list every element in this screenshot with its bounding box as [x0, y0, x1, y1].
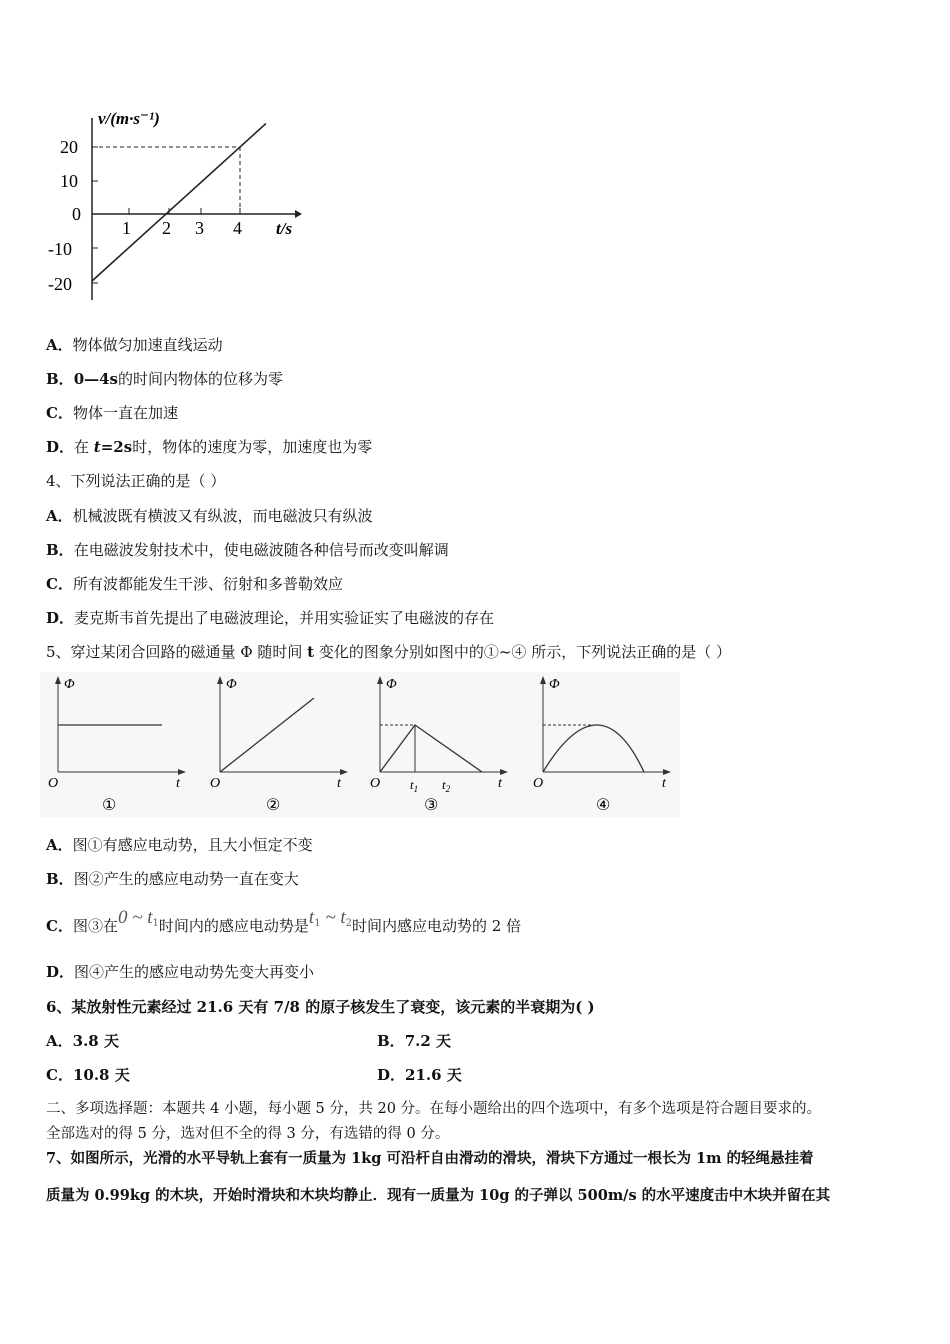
origin-label: O: [533, 776, 544, 791]
q4-stem: 4、下列说法正确的是（ ）: [46, 472, 226, 490]
y-tick-label: 0: [72, 204, 81, 224]
q5-stem: 5、穿过某闭合回路的磁通量 Φ 随时间 t 变化的图象分别如图中的①~④ 所示，下列说法正确的是（ ）: [46, 643, 731, 661]
q4-option-c: C．所有波都能发生干涉、衍射和多普勒效应: [46, 575, 343, 593]
t2-label: $t_2$: [442, 777, 451, 794]
t-label: t: [662, 776, 666, 791]
q3-option-d: D．在 t=2s时，物体的速度为零，加速度也为零: [46, 438, 373, 456]
y-tick-label: 10: [60, 171, 78, 191]
phi-label: Φ: [64, 677, 75, 692]
q4-option-d: D．麦克斯韦首先提出了电磁波理论，并用实验证实了电磁波的存在: [46, 609, 495, 627]
y-tick-label: -10: [48, 239, 72, 259]
q3-option-c: C．物体一直在加速: [46, 404, 178, 422]
caption-2: ②: [266, 797, 281, 814]
q5-option-c: C．图③在0 ~ $t^1$时间内的感应电动势是$t^1$ ~ $t^2$时间内感应电动势的 2 倍: [46, 907, 522, 935]
q5-option-a: A．图①有感应电动势，且大小恒定不变: [46, 836, 313, 854]
q7-line1: 7、如图所示，光滑的水平导轨上套有一质量为 1kg 可沿杆自由滑动的滑块，滑块下方通过一根长为 1m 的轻绳悬挂着: [46, 1150, 814, 1167]
phi-label: Φ: [386, 677, 397, 692]
origin-label: O: [370, 776, 381, 791]
x-axis-label: t/s: [276, 219, 293, 238]
phi-label: Φ: [226, 677, 237, 692]
q5-option-d: D．图④产生的感应电动势先变大再变小: [46, 963, 315, 981]
phi-label: Φ: [549, 677, 560, 692]
x-tick-label: 2: [162, 218, 171, 238]
origin-label: O: [210, 776, 221, 791]
q6-option-b: B．7.2 天: [377, 1032, 452, 1050]
x-axis-arrow: [295, 210, 302, 218]
caption-1: ①: [102, 797, 117, 814]
q5-option-b: B．图②产生的感应电动势一直在变大: [46, 870, 299, 888]
caption-3: ③: [424, 797, 439, 814]
q3-option-a: A．物体做匀加速直线运动: [46, 336, 223, 354]
x-tick-label: 3: [195, 218, 204, 238]
caption-4: ④: [596, 797, 611, 814]
q6-stem: 6、某放射性元素经过 21.6 天有 7/8 的原子核发生了衰变，该元素的半衰期为( ): [46, 998, 595, 1016]
q4-option-a: A．机械波既有横波又有纵波，而电磁波只有纵波: [46, 507, 373, 525]
section2-line2: 全部选对的得 5 分，选对但不全的得 3 分，有选错的得 0 分。: [46, 1126, 450, 1142]
section2-line1: 二、多项选择题：本题共 4 小题，每小题 5 分，共 20 分。在每小题给出的四个选项中，有多个选项是符合题目要求的。: [46, 1101, 822, 1117]
t-label: t: [498, 776, 502, 791]
q6-option-d: D．21.6 天: [377, 1066, 462, 1084]
velocity-time-graph: [40, 100, 320, 310]
q6-option-c: C．10.8 天: [46, 1066, 130, 1084]
flux-graphs: [40, 672, 680, 817]
q6-option-a: A．3.8 天: [46, 1032, 119, 1050]
y-axis-label: v/(m·s⁻¹): [98, 109, 160, 128]
q7-line2: 质量为 0.99kg 的木块，开始时滑块和木块均静止．现有一质量为 10g 的子弹以 500m/s 的水平速度击中木块并留在其: [46, 1187, 831, 1204]
x-tick-label: 4: [233, 218, 242, 238]
y-tick-label: -20: [48, 274, 72, 294]
t-label: t: [337, 776, 341, 791]
q3-option-b: B．0—4s的时间内物体的位移为零: [46, 370, 284, 388]
x-tick-label: 1: [122, 218, 131, 238]
t1-label: $t_1$: [410, 777, 419, 794]
q4-option-b: B．在电磁波发射技术中，使电磁波随各种信号而改变叫解调: [46, 541, 449, 559]
origin-label: O: [48, 776, 59, 791]
t-label: t: [176, 776, 180, 791]
y-tick-label: 20: [60, 137, 78, 157]
